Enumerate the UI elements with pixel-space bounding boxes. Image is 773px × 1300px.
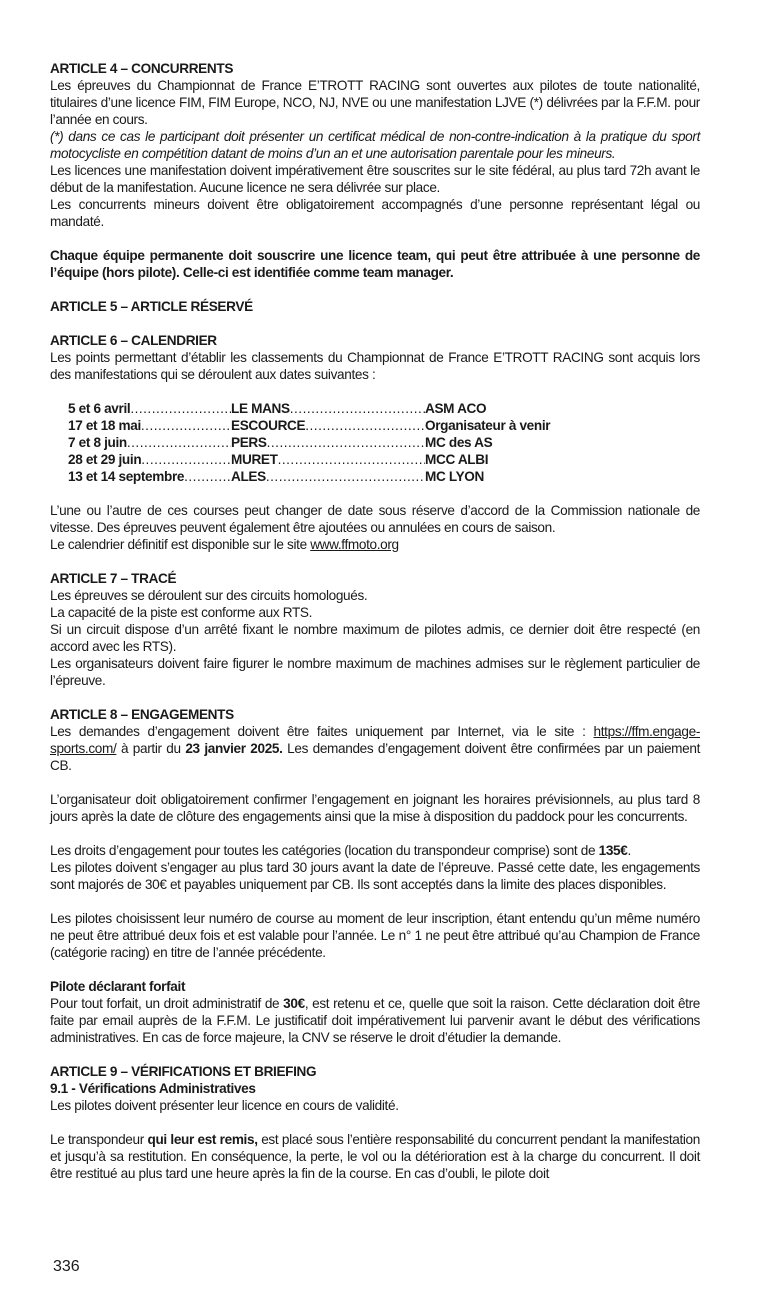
article-4-team-licence: Chaque équipe permanente doit souscrire une licence team, qui peut être attribuée à une personne de l’équipe (hors pilote). Celle-ci est identifiée comme team manager. [50, 248, 700, 280]
article-7-line-4: Les organisateurs doivent faire figurer le nombre maximum de machines admises sur le règlement particulier de l’épreuve. [50, 656, 700, 688]
article-4-paragraph-1: Les épreuves du Championnat de France E’TROTT RACING sont ouvertes aux pilotes de toute nationalité, titulaires d’une licence FIM, FIM Europe, NCO, NJ, NVE ou une manifestation LJVE (*) délivrées par la F.F.M. pour l’année en cours. [50, 78, 700, 127]
event-place: PERS [231, 435, 267, 450]
article-4-note: (*) dans ce cas le participant doit présenter un certificat médical de non-contre-indication à la pratique du sport motocycliste en compétition datant de moins d’un an et une autorisation parentale pour les mineurs. [50, 129, 700, 161]
article-7-line-3: Si un circuit dispose d’un arrêté fixant le nombre maximum de pilotes admis, ce dernier doit être respecté (en accord avec les RTS). [50, 622, 700, 654]
article-4-paragraph-3: Les licences une manifestation doivent impérativement être souscrites sur le site fédéral, au plus tard 72h avant le début de la manifestation. Aucune licence ne sera délivrée sur place. [50, 163, 700, 195]
article-8-paragraph-1: Les demandes d’engagement doivent être faites uniquement par Internet, via le site : https://ffm.engage-sports.com/ à partir du 23 janvier 2025. Les demandes d’engagement doivent être confirmées par un paiement CB. [50, 724, 700, 773]
article-9-title: ARTICLE 9 – VÉRIFICATIONS ET BRIEFING [50, 1064, 317, 1079]
registration-date: 23 janvier 2025. [185, 741, 283, 756]
event-date: 28 et 29 juin [68, 452, 142, 467]
article-8-paragraph-4: Les pilotes doivent s’engager au plus tard 30 jours avant la date de l’épreuve. Passé cette date, les engagements sont majorés de 30€ et payables uniquement par CB. Ils sont acceptés dans la limite des places disponibles. [50, 860, 700, 892]
event-organizer: MC des AS [425, 435, 493, 450]
calendar-row [68, 451, 588, 468]
event-place: MURET [231, 452, 278, 467]
article-6-title: ARTICLE 6 – CALENDRIER [50, 333, 217, 348]
article-9-1-subtitle: 9.1 - Vérifications Administratives [50, 1081, 256, 1096]
forfeit-fee: 30€ [283, 996, 305, 1011]
article-5-title: ARTICLE 5 – ARTICLE RÉSERVÉ [50, 299, 253, 314]
article-7-title: ARTICLE 7 – TRACÉ [50, 571, 177, 586]
event-date: 7 et 8 juin [68, 435, 127, 450]
event-place: ALES [231, 469, 266, 484]
article-8-paragraph-2: L’organisateur doit obligatoirement confirmer l’engagement en joignant les horaires prévisionnels, au plus tard 8 jours après la date de clôture des engagements ainsi que la mise à disposition du paddock pour les concurrents. [50, 792, 700, 824]
ffmoto-link[interactable]: www.ffmoto.org [310, 537, 399, 552]
article-7-line-1: Les épreuves se déroulent sur des circuits homologués. [50, 588, 368, 603]
article-8-paragraph-5: Les pilotes choisissent leur numéro de course au moment de leur inscription, étant entendu qu’un même numéro ne peut être attribué deux fois et est valable pour l’année. Le n° 1 ne peut être attribué qu’au Champion de France (catégorie racing) en titre de l’année précédente. [50, 911, 700, 960]
event-date: 17 et 18 mai [68, 418, 141, 433]
article-8-paragraph-6: Pour tout forfait, un droit administratif de 30€, est retenu et ce, quelle que soit la raison. Cette déclaration doit être faite par email auprès de la F.F.M. Le justificatif doit impérativement lui parvenir avant le début des vérifications administratives. En cas de force majeure, la CNV se réserve le droit d’étudier la demande. [50, 996, 700, 1045]
entry-fee: 135€ [598, 843, 628, 858]
event-organizer: Organisateur à venir [425, 418, 551, 433]
calendar-row [68, 417, 588, 434]
event-place: ESCOURCE [231, 418, 306, 433]
event-date: 5 et 6 avril [68, 401, 131, 416]
event-organizer: MCC ALBI [425, 452, 489, 467]
event-organizer: ASM ACO [425, 401, 487, 416]
article-6-paragraph-3: Le calendrier définitif est disponible sur le site www.ffmoto.org [50, 537, 399, 552]
document-page [50, 60, 700, 1182]
article-9-paragraph-1: Les pilotes doivent présenter leur licence en cours de validité. [50, 1098, 399, 1113]
calendar-row [68, 434, 588, 451]
article-8-title: ARTICLE 8 – ENGAGEMENTS [50, 707, 234, 722]
page-number: 336 [53, 1258, 80, 1275]
article-6-paragraph-2: L’une ou l’autre de ces courses peut changer de date sous réserve d’accord de la Commission nationale de vitesse. Des épreuves peuvent également être ajoutées ou annulées en cours de saison. [50, 503, 700, 535]
article-8-paragraph-3: Les droits d’engagement pour toutes les catégories (location du transpondeur comprise) sont de 135€. [50, 843, 631, 858]
event-place: LE MANS [231, 401, 290, 416]
event-date: 13 et 14 septembre [68, 469, 185, 484]
calendar-list [68, 400, 588, 485]
article-6-paragraph-1: Les points permettant d’établir les classements du Championnat de France E’TROTT RACING sont acquis lors des manifestations qui se déroulent aux dates suivantes : [50, 350, 700, 382]
article-7-line-2: La capacité de la piste est conforme aux RTS. [50, 605, 313, 620]
engage-sports-link[interactable]: https://ffm.engage-sports.com/ [50, 724, 700, 756]
article-4-title: ARTICLE 4 – CONCURRENTS [50, 61, 234, 76]
event-organizer: MC LYON [425, 469, 484, 484]
calendar-row [68, 468, 588, 485]
calendar-row [68, 400, 588, 417]
article-4-paragraph-4: Les concurrents mineurs doivent être obligatoirement accompagnés d’une personne représentant légal ou mandaté. [50, 197, 700, 229]
forfeit-subtitle: Pilote déclarant forfait [50, 979, 186, 994]
article-9-paragraph-2: Le transpondeur qui leur est remis, est placé sous l’entière responsabilité du concurrent pendant la manifestation et jusqu’à sa restitution. En conséquence, la perte, le vol ou la détérioration est à la charge du concurrent. Il doit être restitué au plus tard une heure après la fin de la course. En cas d’oubli, le pilote doit [50, 1132, 700, 1181]
